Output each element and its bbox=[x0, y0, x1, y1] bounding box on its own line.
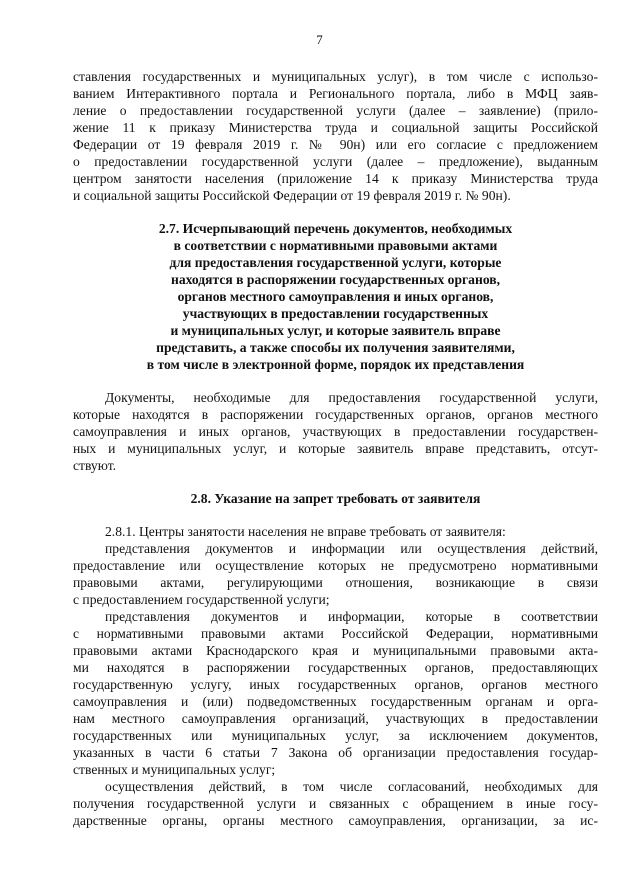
paragraph-1-line: и социальной защиты Российской Федерации от 19 февраля 2019 г. № 90н). bbox=[73, 188, 511, 203]
paragraph-1-line: ставления государственных и муниципальных услуг), в том числе с использо- bbox=[73, 69, 598, 84]
paragraph-1-line: Федерации от 19 февраля 2019 г. № 90н) или его согласие с предложением bbox=[73, 137, 598, 152]
paragraph-3-line: государственную услугу, иных государственных органов, органов местного bbox=[73, 677, 598, 692]
paragraph-3-line: правовыми актами Краснодарского края и муниципальными правовыми акта- bbox=[73, 643, 598, 658]
section-heading-2-7-line: в соответствии с нормативными правовыми актами bbox=[173, 238, 498, 253]
paragraph-2-line: которые находятся в распоряжении государственных органов, органов местного bbox=[73, 407, 598, 422]
paragraph-3-line: правовыми актами, регулирующими отношения, возникающие в связи bbox=[73, 575, 598, 590]
paragraph-3-line: ми находятся в распоряжении государственных органов, предоставляющих bbox=[73, 660, 598, 675]
paragraph-1-line: ление о предоставлении государственной услуги (далее – заявление) (прило- bbox=[73, 103, 598, 118]
paragraph-3-line: представления документов и информации или осуществления действий, bbox=[105, 541, 598, 556]
paragraph-1-line: жение 11 к приказу Министерства труда и социальной защиты Российской bbox=[73, 120, 598, 135]
section-heading-2-7-line: и муниципальных услуг, и которые заявитель вправе bbox=[170, 323, 501, 338]
section-heading-2-7-line: участвующих в предоставлении государственных bbox=[182, 306, 489, 321]
paragraph-3-line: указанных в части 6 статьи 7 Закона об организации предоставления государ- bbox=[73, 745, 598, 760]
paragraph-3-line: государственных или муниципальных услуг, за исключением документов, bbox=[73, 728, 598, 743]
paragraph-2-line: Документы, необходимые для предоставления государственной услуги, bbox=[105, 390, 598, 405]
paragraph-3-line: самоуправления и (или) подведомственных государственным органам и орга- bbox=[73, 694, 598, 709]
paragraph-3-line: осуществления действий, в том числе согласований, необходимых для bbox=[105, 779, 598, 794]
paragraph-2-line: ных и муниципальных услуг, и которые заявитель вправе представить, отсут- bbox=[73, 441, 598, 456]
paragraph-3-line: предоставление или осуществление которых не предусмотрено нормативными bbox=[73, 558, 598, 573]
section-heading-2-7-line: представить, а также способы их получения заявителями, bbox=[156, 340, 515, 355]
section-heading-2-7-line: органов местного самоуправления и иных органов, bbox=[177, 289, 494, 304]
paragraph-3-line: с нормативными правовыми актами Российской Федерации, нормативными bbox=[73, 626, 598, 641]
section-heading-2-7-line: в том числе в электронной форме, порядок их представления bbox=[146, 357, 525, 372]
paragraph-1-line: ванием Интерактивного портала и Регионального портала, либо в МФЦ заяв- bbox=[73, 86, 598, 101]
section-heading-2-8: 2.8. Указание на запрет требовать от заявителя bbox=[190, 491, 481, 506]
paragraph-3-line: ственных и муниципальных услуг; bbox=[73, 762, 276, 777]
paragraph-1-line: центром занятости населения (приложение 14 к приказу Министерства труда bbox=[73, 171, 598, 186]
section-heading-2-7-line: для предоставления государственной услуги, которые bbox=[169, 255, 502, 270]
paragraph-1-line: о предоставлении государственной услуги (далее – предложение), выданным bbox=[73, 154, 598, 169]
paragraph-3-line: нам местного самоуправления организаций, участвующих в предоставлении bbox=[73, 711, 598, 726]
paragraph-2-line: ствуют. bbox=[73, 458, 117, 473]
section-heading-2-7-line: находятся в распоряжении государственных органов, bbox=[170, 272, 501, 287]
paragraph-3-line: дарственные органы, органы местного самоуправления, организации, за ис- bbox=[73, 813, 598, 828]
paragraph-3-line: с предоставлением государственной услуги; bbox=[73, 592, 330, 607]
paragraph-2-line: самоуправления и иных органов, участвующих в предоставлении государствен- bbox=[73, 424, 598, 439]
page-number: 7 bbox=[316, 32, 323, 47]
paragraph-3-line: 2.8.1. Центры занятости населения не вправе требовать от заявителя: bbox=[105, 524, 506, 539]
paragraph-3-line: получения государственной услуги и связанных с обращением в иные госу- bbox=[73, 796, 598, 811]
paragraph-3-line: представления документов и информации, которые в соответствии bbox=[105, 609, 598, 624]
section-heading-2-7-line: 2.7. Исчерпывающий перечень документов, необходимых bbox=[158, 221, 513, 236]
